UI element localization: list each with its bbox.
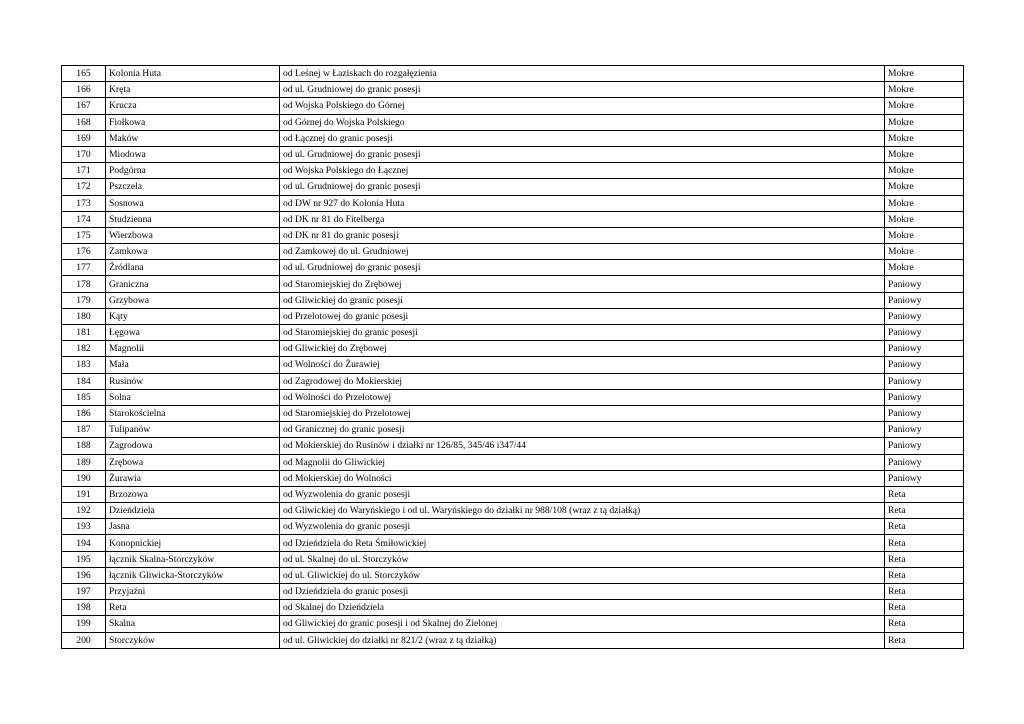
street-name: Podgórna — [106, 163, 280, 179]
street-section: od Dzieńdziela do granic posesji — [280, 584, 885, 600]
row-number: 199 — [62, 616, 106, 632]
table-row — [62, 470, 964, 486]
street-section: od Gliwickiej do Waryńskiego i od ul. Waryńskiego do działki nr 988/108 (wraz z tą działką) — [280, 503, 885, 519]
row-number: 185 — [62, 389, 106, 405]
street-section: od DW nr 927 do Kolonia Huta — [280, 195, 885, 211]
street-section: od Gliwickiej do granic posesji i od Skalnej do Zielonej — [280, 616, 885, 632]
street-name: łącznik Skalna-Storczyków — [106, 551, 280, 567]
table-row — [62, 405, 964, 421]
street-name: Krucza — [106, 98, 280, 114]
table-row — [62, 227, 964, 243]
street-section: od Skalnej do Dzieńdziela — [280, 600, 885, 616]
row-number: 192 — [62, 503, 106, 519]
street-section: od Górnej do Wojska Polskiego — [280, 114, 885, 130]
row-number: 178 — [62, 276, 106, 292]
row-number: 184 — [62, 373, 106, 389]
street-section: od Przelotowej do granic posesji — [280, 308, 885, 324]
street-section: od ul. Skalnej do ul. Storczyków — [280, 551, 885, 567]
district: Paniowy — [885, 276, 964, 292]
row-number: 181 — [62, 325, 106, 341]
district: Reta — [885, 616, 964, 632]
street-name: Solna — [106, 389, 280, 405]
row-number: 187 — [62, 422, 106, 438]
district: Paniowy — [885, 357, 964, 373]
row-number: 198 — [62, 600, 106, 616]
district: Reta — [885, 551, 964, 567]
street-section: od Łącznej do granic posesji — [280, 130, 885, 146]
street-name: łącznik Gliwicka-Storczyków — [106, 567, 280, 583]
table-row — [62, 567, 964, 583]
street-section: od Wolności do Przelotowej — [280, 389, 885, 405]
street-name: Kolonia Huta — [106, 66, 280, 82]
row-number: 194 — [62, 535, 106, 551]
district: Mokre — [885, 82, 964, 98]
street-section: od ul. Grudniowej do granic posesji — [280, 260, 885, 276]
street-section: od Wyzwolenia do granic posesji — [280, 486, 885, 502]
table-row — [62, 584, 964, 600]
district: Paniowy — [885, 438, 964, 454]
district: Paniowy — [885, 470, 964, 486]
district: Reta — [885, 535, 964, 551]
street-name: Storczyków — [106, 632, 280, 648]
table-row — [62, 308, 964, 324]
table-row — [62, 519, 964, 535]
row-number: 180 — [62, 308, 106, 324]
street-name: Źródlana — [106, 260, 280, 276]
row-number: 190 — [62, 470, 106, 486]
district: Mokre — [885, 195, 964, 211]
row-number: 165 — [62, 66, 106, 82]
street-section: od DK nr 81 do granic posesji — [280, 227, 885, 243]
table-row — [62, 179, 964, 195]
row-number: 174 — [62, 211, 106, 227]
district: Mokre — [885, 163, 964, 179]
street-name: Dzieńdziela — [106, 503, 280, 519]
table-row — [62, 341, 964, 357]
district: Mokre — [885, 211, 964, 227]
street-section: od ul. Grudniowej do granic posesji — [280, 179, 885, 195]
row-number: 191 — [62, 486, 106, 502]
district: Paniowy — [885, 422, 964, 438]
street-section: od ul. Grudniowej do granic posesji — [280, 146, 885, 162]
table-row — [62, 195, 964, 211]
table-row — [62, 163, 964, 179]
table-row — [62, 211, 964, 227]
street-name: Zamkowa — [106, 244, 280, 260]
street-section: od Wolności do Żurawiej — [280, 357, 885, 373]
table-row — [62, 98, 964, 114]
district: Paniowy — [885, 454, 964, 470]
row-number: 188 — [62, 438, 106, 454]
row-number: 193 — [62, 519, 106, 535]
row-number: 170 — [62, 146, 106, 162]
table-row — [62, 292, 964, 308]
district: Mokre — [885, 227, 964, 243]
street-section: od Wojska Polskiego do Łącznej — [280, 163, 885, 179]
street-section: od Staromiejskiej do granic posesji — [280, 325, 885, 341]
district: Reta — [885, 486, 964, 502]
table-row — [62, 146, 964, 162]
street-name: Reta — [106, 600, 280, 616]
district: Mokre — [885, 66, 964, 82]
street-name: Zrębowa — [106, 454, 280, 470]
street-name: Zagrodowa — [106, 438, 280, 454]
street-section: od Wyzwolenia do granic posesji — [280, 519, 885, 535]
street-section: od Mokierskiej do Wolności — [280, 470, 885, 486]
street-name: Studzienna — [106, 211, 280, 227]
row-number: 169 — [62, 130, 106, 146]
table-row — [62, 260, 964, 276]
street-section: od Magnolii do Gliwickiej — [280, 454, 885, 470]
district: Mokre — [885, 260, 964, 276]
table-row — [62, 616, 964, 632]
street-name: Rusinów — [106, 373, 280, 389]
street-name: Starokościelna — [106, 405, 280, 421]
district: Mokre — [885, 179, 964, 195]
street-name: Tulipanów — [106, 422, 280, 438]
street-name: Kąty — [106, 308, 280, 324]
row-number: 183 — [62, 357, 106, 373]
row-number: 173 — [62, 195, 106, 211]
row-number: 175 — [62, 227, 106, 243]
table-row — [62, 114, 964, 130]
table-row — [62, 82, 964, 98]
street-section: od Staromiejskiej do Zrębowej — [280, 276, 885, 292]
street-section: od Gliwickiej do Zrębowej — [280, 341, 885, 357]
streets-table — [61, 65, 964, 649]
street-name: Przyjaźni — [106, 584, 280, 600]
district: Reta — [885, 519, 964, 535]
table-row — [62, 389, 964, 405]
street-name: Łęgowa — [106, 325, 280, 341]
row-number: 182 — [62, 341, 106, 357]
row-number: 166 — [62, 82, 106, 98]
streets-table-body — [62, 66, 964, 649]
street-section: od Staromiejskiej do Przelotowej — [280, 405, 885, 421]
street-section: od Leśnej w Łaziskach do rozgałęzienia — [280, 66, 885, 82]
street-section: od Dzieńdziela do Reta Śmiłowickiej — [280, 535, 885, 551]
row-number: 179 — [62, 292, 106, 308]
district: Mokre — [885, 244, 964, 260]
row-number: 172 — [62, 179, 106, 195]
table-row — [62, 325, 964, 341]
table-row — [62, 486, 964, 502]
row-number: 167 — [62, 98, 106, 114]
table-row — [62, 130, 964, 146]
row-number: 171 — [62, 163, 106, 179]
street-name: Pszczela — [106, 179, 280, 195]
street-name: Jasna — [106, 519, 280, 535]
street-section: od Zagrodowej do Mokierskiej — [280, 373, 885, 389]
table-row — [62, 600, 964, 616]
row-number: 197 — [62, 584, 106, 600]
row-number: 186 — [62, 405, 106, 421]
street-name: Magnolii — [106, 341, 280, 357]
table-row — [62, 244, 964, 260]
district: Mokre — [885, 130, 964, 146]
district: Reta — [885, 632, 964, 648]
district: Paniowy — [885, 373, 964, 389]
street-section: od ul. Grudniowej do granic posesji — [280, 82, 885, 98]
street-section: od Gliwickiej do granic posesji — [280, 292, 885, 308]
district: Paniowy — [885, 405, 964, 421]
district: Mokre — [885, 114, 964, 130]
row-number: 168 — [62, 114, 106, 130]
street-name: Grzybowa — [106, 292, 280, 308]
district: Reta — [885, 600, 964, 616]
street-name: Graniczna — [106, 276, 280, 292]
street-section: od Zamkowej do ul. Grudniowej — [280, 244, 885, 260]
district: Paniowy — [885, 325, 964, 341]
street-name: Miodowa — [106, 146, 280, 162]
table-row — [62, 454, 964, 470]
street-name: Maków — [106, 130, 280, 146]
table-row — [62, 276, 964, 292]
street-name: Żurawia — [106, 470, 280, 486]
district: Paniowy — [885, 389, 964, 405]
street-name: Mała — [106, 357, 280, 373]
table-row — [62, 373, 964, 389]
district: Reta — [885, 567, 964, 583]
row-number: 189 — [62, 454, 106, 470]
row-number: 200 — [62, 632, 106, 648]
row-number: 177 — [62, 260, 106, 276]
street-name: Sosnowa — [106, 195, 280, 211]
street-section: od DK nr 81 do Fitelberga — [280, 211, 885, 227]
street-section: od Granicznej do granic posesji — [280, 422, 885, 438]
row-number: 195 — [62, 551, 106, 567]
row-number: 196 — [62, 567, 106, 583]
district: Paniowy — [885, 341, 964, 357]
table-row — [62, 357, 964, 373]
district: Mokre — [885, 98, 964, 114]
table-row — [62, 503, 964, 519]
street-name: Fiołkowa — [106, 114, 280, 130]
street-name: Wierzbowa — [106, 227, 280, 243]
district: Mokre — [885, 146, 964, 162]
table-row — [62, 66, 964, 82]
district: Paniowy — [885, 308, 964, 324]
table-row — [62, 438, 964, 454]
street-name: Brzozowa — [106, 486, 280, 502]
street-name: Skalna — [106, 616, 280, 632]
street-name: Konopnickiej — [106, 535, 280, 551]
street-section: od ul. Gliwickiej do działki nr 821/2 (wraz z tą działką) — [280, 632, 885, 648]
district: Reta — [885, 503, 964, 519]
district: Paniowy — [885, 292, 964, 308]
district: Reta — [885, 584, 964, 600]
street-section: od ul. Gliwickiej do ul. Storczyków — [280, 567, 885, 583]
street-section: od Wojska Polskiego do Górnej — [280, 98, 885, 114]
street-name: Kręta — [106, 82, 280, 98]
table-row — [62, 632, 964, 648]
table-row — [62, 551, 964, 567]
street-section: od Mokierskiej do Rusinów i działki nr 126/85, 345/46 i347/44 — [280, 438, 885, 454]
table-row — [62, 422, 964, 438]
table-row — [62, 535, 964, 551]
row-number: 176 — [62, 244, 106, 260]
